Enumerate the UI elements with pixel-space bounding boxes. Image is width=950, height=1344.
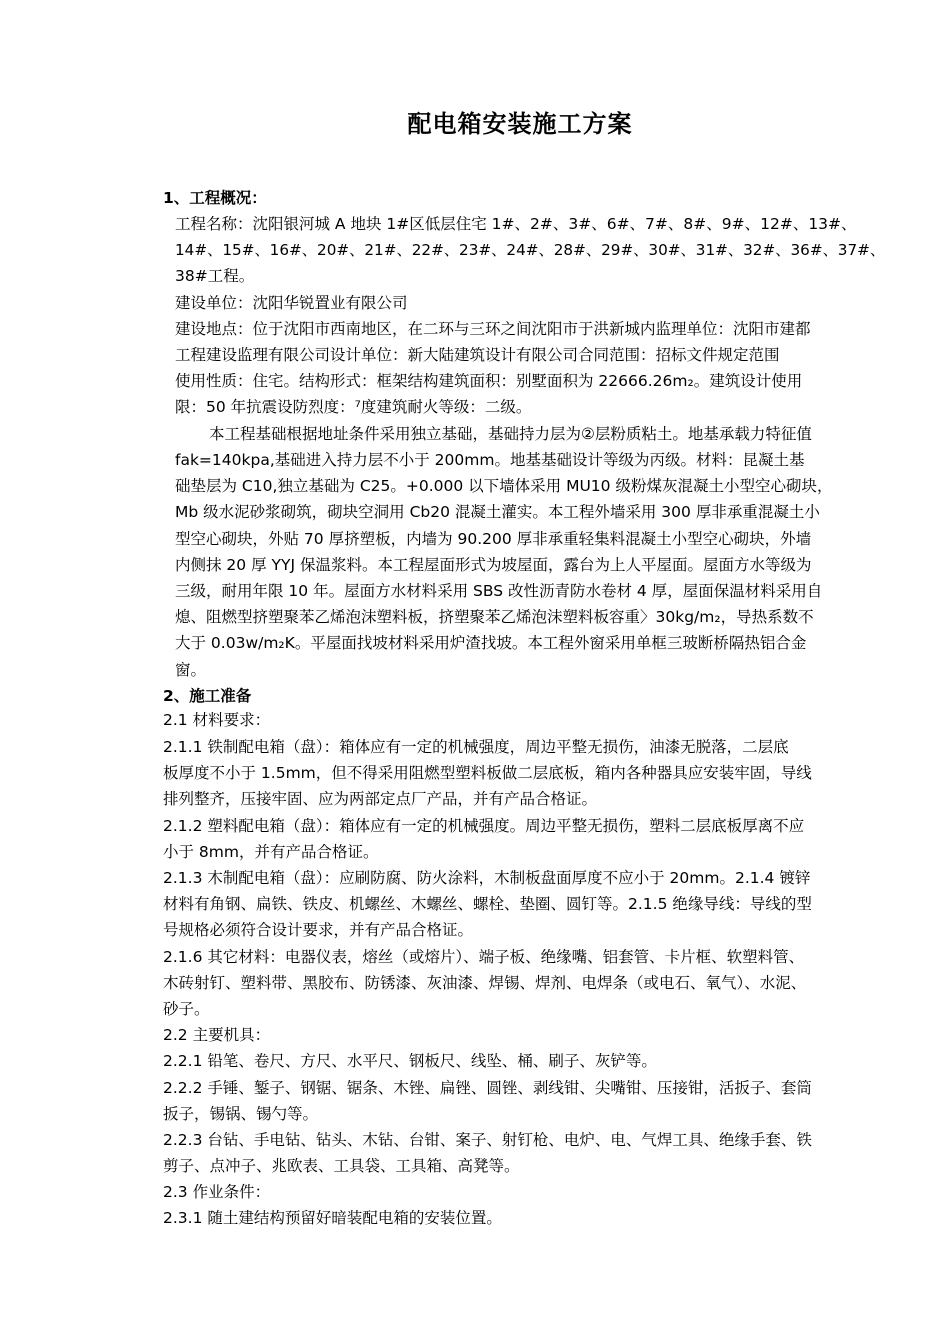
text-line: 2.1.1 铁制配电箱（盘）：箱体应有一定的机械强度，周边平整无损伤，油漆无脱落，二层底	[163, 738, 789, 756]
text-line: 本工程基础根据地址条件采用独立基础，基础持力层为②层粉质粘土。地基承载力特征值	[209, 425, 812, 443]
text-line: 木砖射钉、塑料带、黑胶布、防锈漆、灰油漆、焊锡、焊剂、电焊条（或电石、氧气）、水泥、	[163, 974, 807, 992]
text-line: 础垫层为 C10,独立基础为 C25。+0.000 以下墙体采用 MU10 级粉煤灰混凝土小型空心砌块，	[175, 477, 833, 495]
text-line: 号规格必须符合设计要求，并有产品合格证。	[163, 921, 474, 939]
text-line: 2.2.2 手锤、錾子、钢锯、锯条、木锉、扁锉、圆锉、剥线钳、尖嘴钳、压接钳，活扳子、套筒	[163, 1079, 812, 1097]
text-line: 14#、15#、16#、20#、21#、22#、23#、24#、28#、29#、30#、31#、32#、36#、37#、	[175, 241, 886, 259]
text-line: 材料有角钢、扁铁、铁皮、机螺丝、木螺丝、螺栓、垫圈、圆钉等。2.1.5 绝缘导线：导线的型	[163, 895, 812, 913]
text-line: 砂子。	[163, 1000, 210, 1018]
text-line: 大于 0.03w/m₂K。平屋面找坡材料采用炉渣找坡。本工程外窗采用单框三玻断桥隔热铝合金	[175, 634, 807, 652]
text-line: 38#工程。	[175, 267, 255, 285]
page-title: 配电箱安装施工方案	[407, 110, 633, 138]
text-line: 2.3.1 随土建结构预留好暗装配电箱的安装位置。	[163, 1209, 502, 1227]
text-line: fak=140kpa,基础进入持力层不小于 200mm。地基基础设计等级为丙级。材料：昆凝土基	[175, 451, 805, 469]
section-heading-2: 2、施工准备	[163, 687, 252, 705]
text-line: 2.2.1 铅笔、卷尺、方尺、水平尺、钢板尺、线坠、桶、刷子、灰铲等。	[163, 1052, 657, 1070]
text-line: 建设单位：沈阳华锐置业有限公司	[175, 294, 408, 312]
text-line: 工程名称：沈阳银河城 A 地块 1#区低层住宅 1#、2#、3#、6#、7#、8#、9#、12#、13#、	[175, 215, 857, 233]
text-line: 2.1.6 其它材料：电器仪表，熔丝（或熔片）、端子板、绝缘嘴、铝套管、卡片框、软塑料管、	[163, 948, 805, 966]
text-line: 型空心砌块，外贴 70 厚挤塑板，内墙为 90.200 厚非承重轻集料混凝土小型空心砌块，外墙	[175, 530, 812, 548]
text-line: 2.2.3 台钻、手电钻、钻头、木钻、台钳、案子、射钉枪、电炉、电、气焊工具、绝缘手套、铁	[163, 1131, 812, 1149]
text-line: 工程建设监理有限公司设计单位：新大陆建筑设计有限公司合同范围：招标文件规定范围	[175, 346, 780, 364]
text-line: 建设地点：位于沈阳市西南地区，在二环与三环之间沈阳市于洪新城内监理单位：沈阳市建都	[175, 320, 811, 338]
text-line: 三级，耐用年限 10 年。屋面方水材料采用 SBS 改性沥青防水卷材 4 厚，屋面保温材料采用自	[175, 582, 823, 600]
text-line: 扳子，锡锅、锡勺等。	[163, 1105, 319, 1123]
text-line: 2.1.2 塑料配电箱（盘）：箱体应有一定的机械强度。周边平整无损伤，塑料二层底板厚离不应	[163, 817, 805, 835]
text-line: 2.3 作业条件：	[163, 1183, 271, 1201]
text-line: 2.1.3 木制配电箱（盘）：应刷防腐、防火涂料，木制板盘面厚度不应小于 20mm。2.1.4 镀锌	[163, 869, 811, 887]
text-line: 限：50 年抗震设防烈度：⁷度建筑耐火等级：二级。	[175, 398, 532, 416]
text-line: 小于 8mm，并有产品合格证。	[163, 843, 379, 861]
section-heading-1: 1、工程概况：	[163, 189, 267, 207]
text-line: 排列整齐，压接牢固、应为两部定点厂产品，并有产品合格证。	[163, 790, 598, 808]
text-line: 2.2 主要机具：	[163, 1026, 271, 1044]
text-line: 使用性质：住宅。结构形式：框架结构建筑面积：别墅面积为 22666.26m₂。建筑设计使用	[175, 372, 803, 390]
text-line: 2.1 材料要求：	[163, 711, 271, 729]
text-line: 剪子、点冲子、兆欧表、工具袋、工具箱、高凳等。	[163, 1157, 520, 1175]
text-line: Mb 级水泥砂浆砌筑，砌块空洞用 Cb20 混凝土灌实。本工程外墙采用 300 厚非承重混凝土小	[175, 503, 820, 521]
text-line: 熄、阻燃型挤塑聚苯乙烯泡沫塑料板，挤塑聚苯乙烯泡沫塑料板容重〉30kg/m₂，导热系数不	[175, 608, 814, 626]
text-line: 板厚度不小于 1.5mm，但不得采用阻燃型塑料板做二层底板，箱内各种器具应安装牢固，导线	[163, 764, 812, 782]
text-line: 窗。	[175, 661, 207, 679]
text-line: 内侧抹 20 厚 YYJ 保温浆料。本工程屋面形式为坡屋面，露台为上人平屋面。屋面方水等级为	[175, 556, 812, 574]
